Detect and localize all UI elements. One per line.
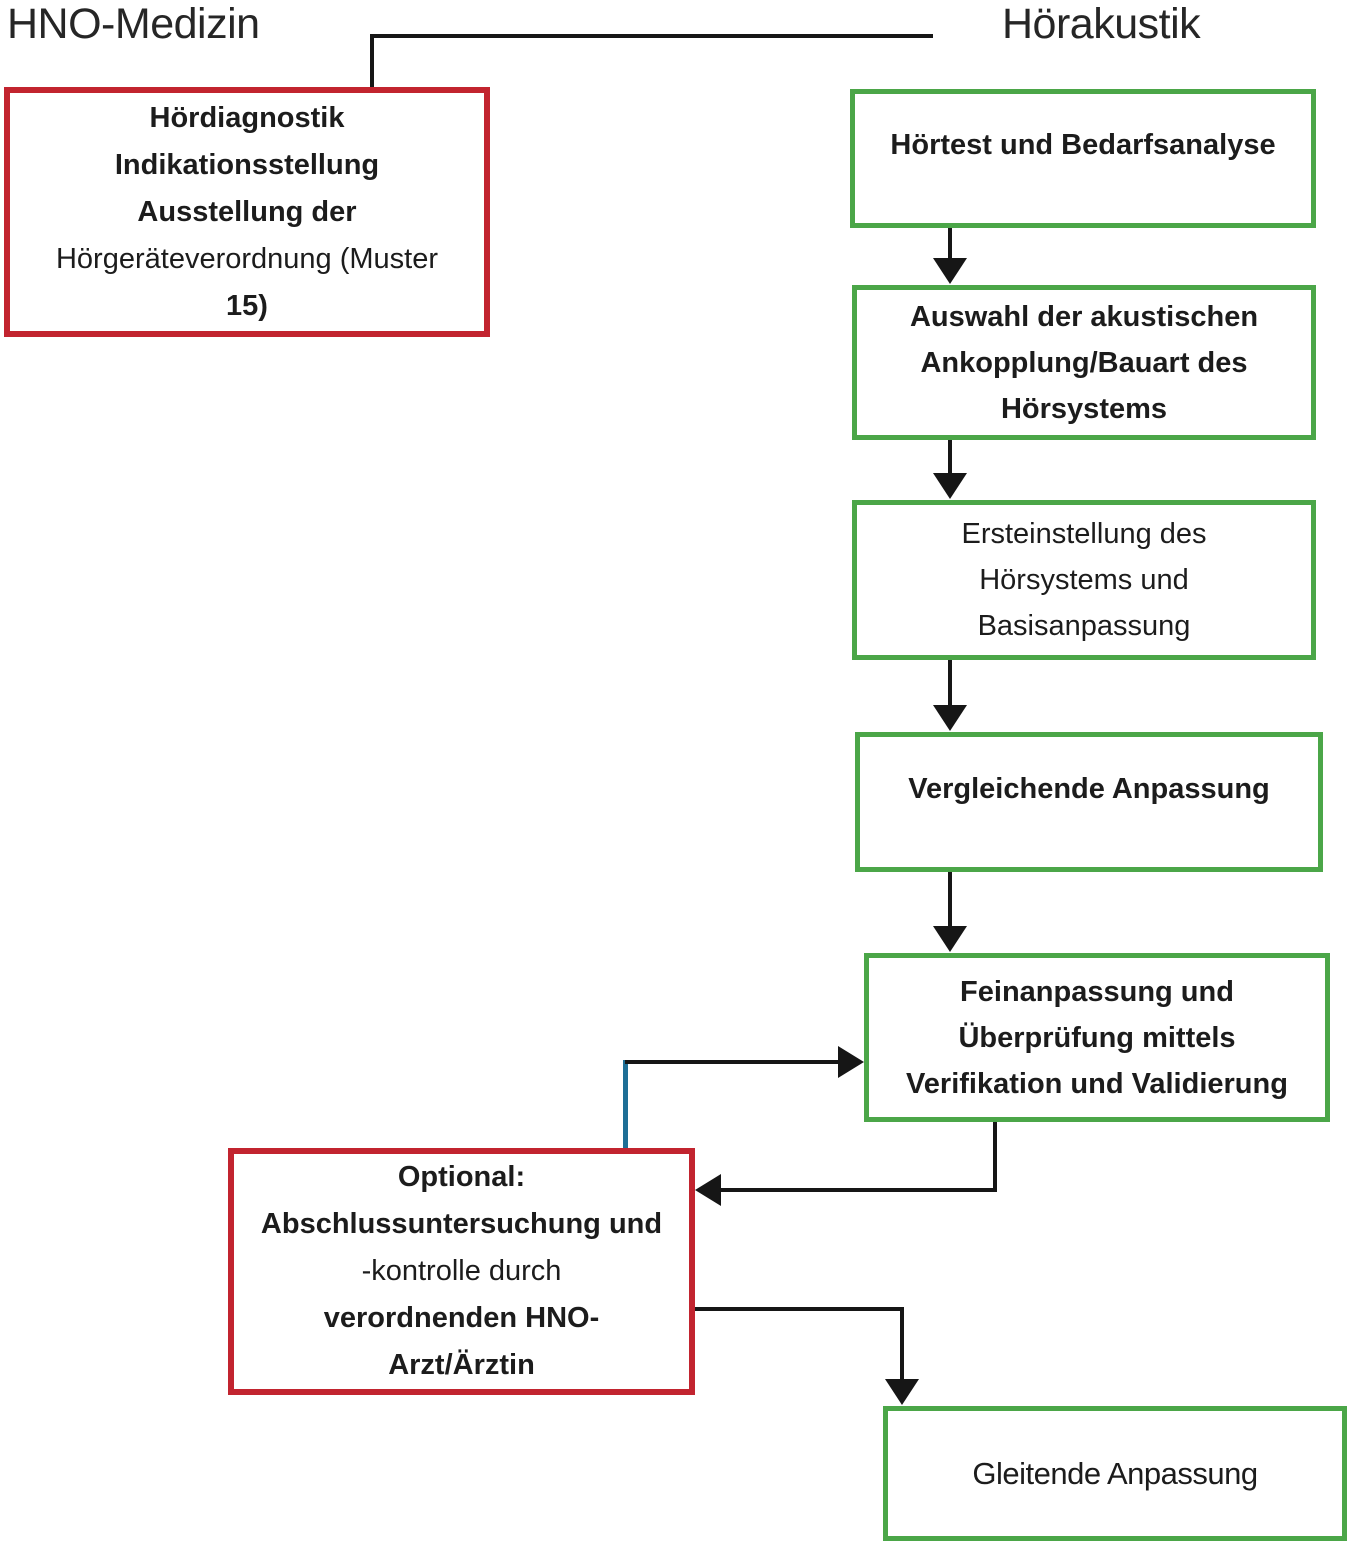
connector-arrow-2-line [948, 440, 952, 474]
box-vergleichende-anpassung [855, 732, 1323, 872]
box-text-line: Arzt/Ärztin [388, 1349, 535, 1381]
box-text-line: Überprüfung mittels [958, 1021, 1236, 1054]
box-feinanpassung [864, 953, 1330, 1122]
column-header-hno-medizin: HNO-Medizin [7, 0, 260, 48]
connector-feedback-vertical-blue [623, 1060, 628, 1148]
box-hoertest-bedarfsanalyse [850, 89, 1316, 228]
box-text-line: Hörtest und Bedarfsanalyse [890, 129, 1276, 161]
connector-arrow-3-line [948, 660, 952, 706]
box-text-line: Feinanpassung und [960, 975, 1234, 1008]
box-text-line: Ankopplung/Bauart des [920, 346, 1248, 379]
arrowhead-down-icon [933, 473, 967, 499]
arrowhead-right-icon [838, 1046, 864, 1078]
box-text-line: Optional: [397, 1161, 526, 1193]
box-text-line: Hörsystems und [979, 564, 1189, 596]
connector-arrow-1-line [948, 228, 952, 259]
box-text-line: Hördiagnostik [149, 101, 345, 134]
box-text-line: Basisanpassung [977, 610, 1191, 642]
box-auswahl-ankopplung [852, 285, 1316, 440]
box-text-line: Indikationsstellung [114, 148, 380, 181]
box-text-line: -kontrolle durch [361, 1255, 562, 1287]
box-ersteinstellung [852, 500, 1316, 660]
box-text-line: Gleitende Anpassung [972, 1455, 1258, 1491]
box-text-line: Abschlussuntersuchung und [260, 1208, 663, 1240]
arrowhead-down-icon [885, 1379, 919, 1405]
arrowhead-down-icon [933, 258, 967, 284]
arrowhead-down-icon [933, 705, 967, 731]
box-optional-abschlussuntersuchung [228, 1148, 695, 1395]
connector-top-link-horizontal [370, 34, 933, 38]
box-text-line: Verifikation und Validierung [906, 1067, 1288, 1100]
arrowhead-down-icon [933, 926, 967, 952]
box-hoerdiagnostik [4, 87, 490, 337]
connector-top-link-vertical [370, 36, 374, 87]
connector-arrow-4-line [948, 872, 952, 927]
connector-return-horizontal [721, 1188, 997, 1192]
connector-exit-horizontal [695, 1307, 904, 1311]
connector-feedback-horizontal [625, 1060, 838, 1064]
box-text-line: Auswahl der akustischen [909, 300, 1259, 333]
box-text-line: Ausstellung der [137, 195, 357, 228]
arrowhead-left-icon [695, 1174, 721, 1206]
box-text-line: Ersteinstellung des [961, 518, 1207, 550]
connector-return-vertical [993, 1122, 997, 1190]
box-text-line: Hörsystems [1000, 392, 1168, 425]
box-text-line: 15) [226, 289, 268, 322]
box-text-line: Hörgeräteverordnung (Muster [55, 242, 438, 275]
box-gleitende-anpassung [883, 1406, 1347, 1541]
column-header-hoerakustik: Hörakustik [1002, 0, 1201, 48]
connector-exit-vertical [900, 1307, 904, 1379]
box-text-line: Vergleichende Anpassung [908, 772, 1270, 805]
box-text-line: verordnenden HNO- [323, 1302, 600, 1334]
